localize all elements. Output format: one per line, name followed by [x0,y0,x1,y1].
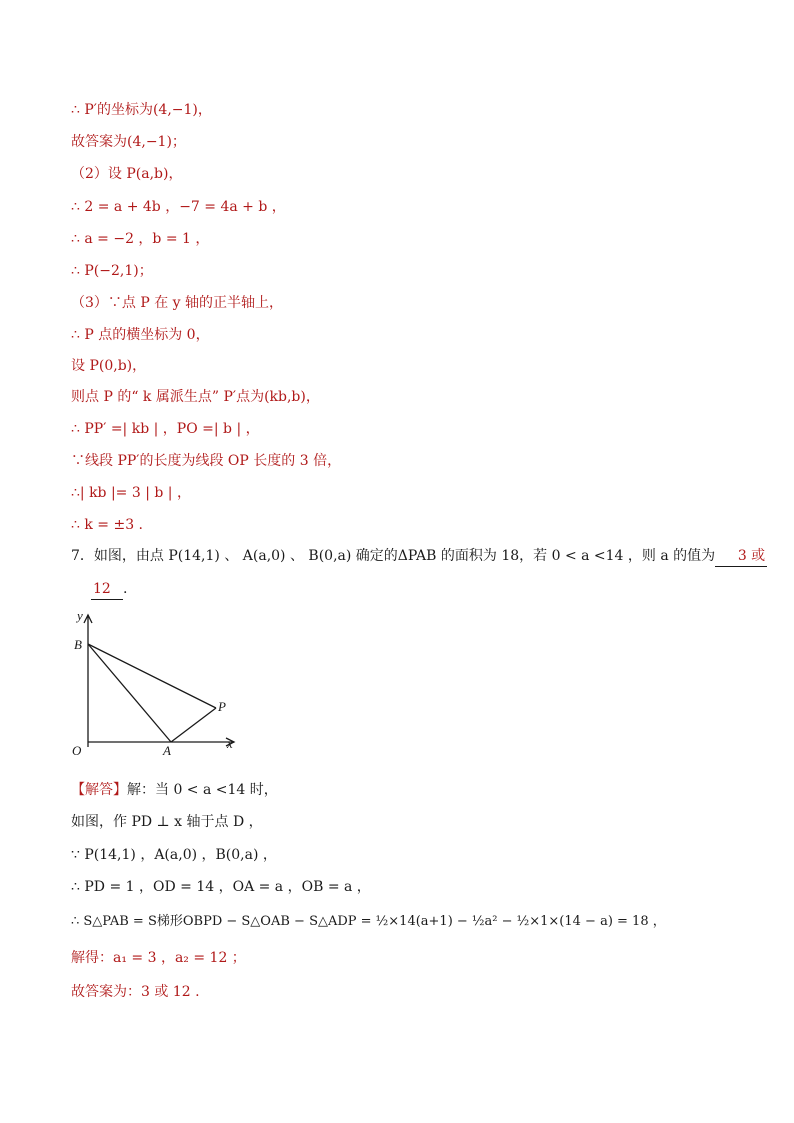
solution-line: ∴ PD = 1 ，OD = 14 ，OA = a ，OB = a ， [71,879,371,895]
step-line: 设 P(0,b)， [71,358,147,374]
solution-start [71,780,278,800]
solution-header: 【解答】 [71,782,127,798]
step-line: ∴| kb |= 3 | b | ， [71,485,191,501]
step-line: ∴ a = −2 ，b = 1 ， [71,231,210,247]
label-y: y [77,608,83,623]
solution-line: 解：当 0 < a <14 时， [127,782,278,798]
segment-ap [171,708,216,742]
question-7-cont [91,579,127,600]
step-line: ∴ P′的坐标为(4,−1)， [71,102,212,118]
geometry-figure [64,603,254,763]
label-b: B [74,637,82,652]
step-line: ∴ P(−2,1)； [71,263,153,279]
solution-line: ∵ P(14,1) ，A(a,0) ，B(0,a) ， [71,847,277,863]
question-7-end: . [123,581,128,597]
step-line: ∴ PP′ =| kb | ，PO =| b | ， [71,421,260,437]
answer-blank-1: 3 或 [715,546,767,567]
label-o: O [72,743,82,758]
step-line: ∴ P 点的横坐标为 0， [71,327,210,343]
step-line: （3）∵点 P 在 y 轴的正半轴上， [71,295,284,311]
step-line: 则点 P 的“ k 属派生点” P′点为(kb,b)， [71,389,320,405]
step-line: ∵线段 PP′的长度为线段 OP 长度的 3 倍， [71,453,342,469]
final-answer: 故答案为：3 或 12 . [71,984,200,1000]
answer-blank-2: 12 [91,579,123,600]
area-equation: ∴ S△PAB = S梯形OBPD − S△OAB − S△ADP = ½×14(a+1) − ½a² − ½×1×(14 − a) = 18 ， [71,914,666,929]
segment-ba [88,644,171,742]
label-a: A [163,743,171,758]
step-line: ∴ k = ±3 . [71,517,144,533]
solution-line: 解得：a₁ = 3 ，a₂ = 12 ； [71,950,246,966]
segment-bp [88,644,216,708]
step-line: （2）设 P(a,b)， [71,166,183,182]
step-line: ∴ 2 = a + 4b ，−7 = 4a + b ， [71,199,286,215]
question-7 [71,546,767,567]
solution-line: 如图，作 PD ⊥ x 轴于点 D ， [71,814,263,830]
label-p: P [218,699,226,714]
label-x: x [227,736,233,751]
question-7-text: 7．如图，由点 P(14,1) 、 A(a,0) 、 B(0,a) 确定的ΔPAB 的面积为 18，若 0 < a <14 ，则 a 的值为 [71,548,716,564]
step-line: 故答案为(4,−1)； [71,134,186,150]
